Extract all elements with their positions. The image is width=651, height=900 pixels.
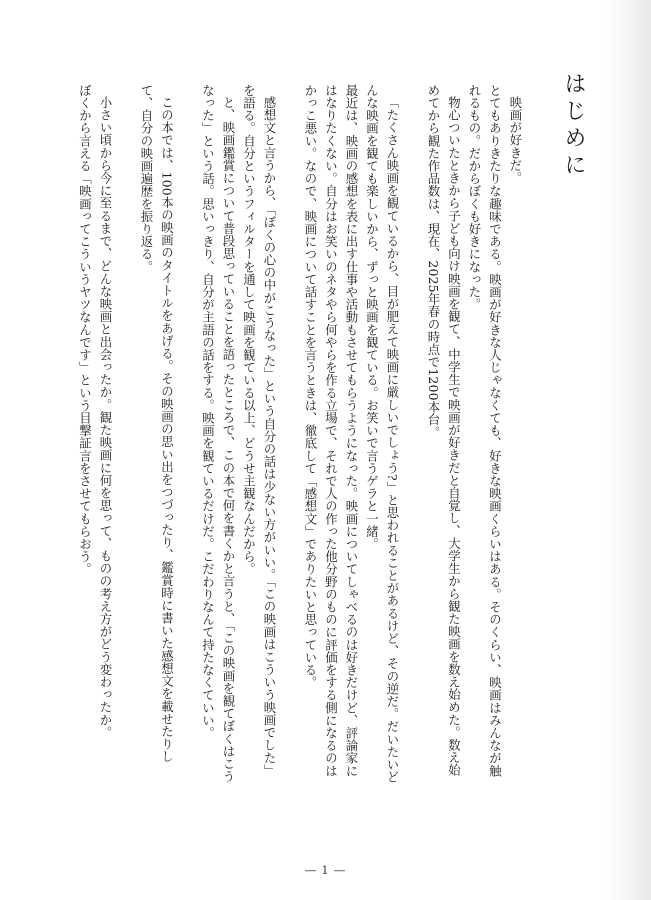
paragraph-8: この本では、100本の映画のタイトルをあげる。その映画の思い出をつづったり、鑑賞時に書いた感想文を載せたりして、自分の映画遍歴を振り返る。 xyxy=(139,84,175,764)
chapter-title: はじめに xyxy=(561,72,586,180)
paragraph-10: ぼくから言える「映画ってこういうヤツなんです」という目撃証言をさせてもらおう。 xyxy=(77,84,93,576)
paragraph-9: 小さい頃から今に至るまで、どんな映画と出会ったか。観た映画に何を思って、ものの考え方がどう変わったか。 xyxy=(98,96,113,739)
paragraph-7: と、映画鑑賞について普段思っていることを語ったところで、この本で何を書くかと言うと、「この映画を観てぼくはこうなった」という話。思いっきり、自分が主語の話をする。映画を観ているだけだ。こだわりなんて持たなくていい。 xyxy=(200,84,236,784)
paragraph-4: 「たくさん映画を観ているから、目が肥えて映画に厳しいでしょう?」と思われることがあるけど、その逆だ。だいたいどんな映画を観ても楽しいから、ずっと映画を観ている。お笑いで言うゲラと一緒。 xyxy=(364,84,400,784)
body-text xyxy=(77,84,525,784)
paragraph-3: 物心ついたときから子ども向け映画を観て、中学生で映画が好きだと自覚し、大学生から観た映画を数え始めた。数え始めてから観た作品数は、現在、2025年春の時点で1200本台。 xyxy=(426,84,462,777)
paragraph-6: 感想文と言うから、「ぼくの心の中がこうなった」という自分の話は少ない方がいい。「この映画はこういう映画でした」を語る。自分というフィルターを通して映画を観ている以上、どうせ主観なんだから。 xyxy=(241,84,277,777)
paragraph-2: とてもありきたりな趣味である。映画が好きな人じゃなくても、好きな映画くらいはある。そのくらい、映画はみんなが触れるもの。だからぼくも好きになった。 xyxy=(467,84,503,777)
page-number: ― 1 ― xyxy=(305,864,346,877)
paragraph-5: 最近は、映画の感想を表に出す仕事や活動もさせてもらうようになった。映画についてしゃべるのは好きだけど、評論家にはなりたくない。自分はお笑いのネタやら何やらを作る立場で、それで人の作った他分野のものに評価をする側になるのはかっこ悪い。なので、映画について話すことを言うときは、徹底して「感想文」でありたいと思っている。 xyxy=(303,84,359,777)
paragraph-1: 映画が好きだ。 xyxy=(508,96,523,185)
